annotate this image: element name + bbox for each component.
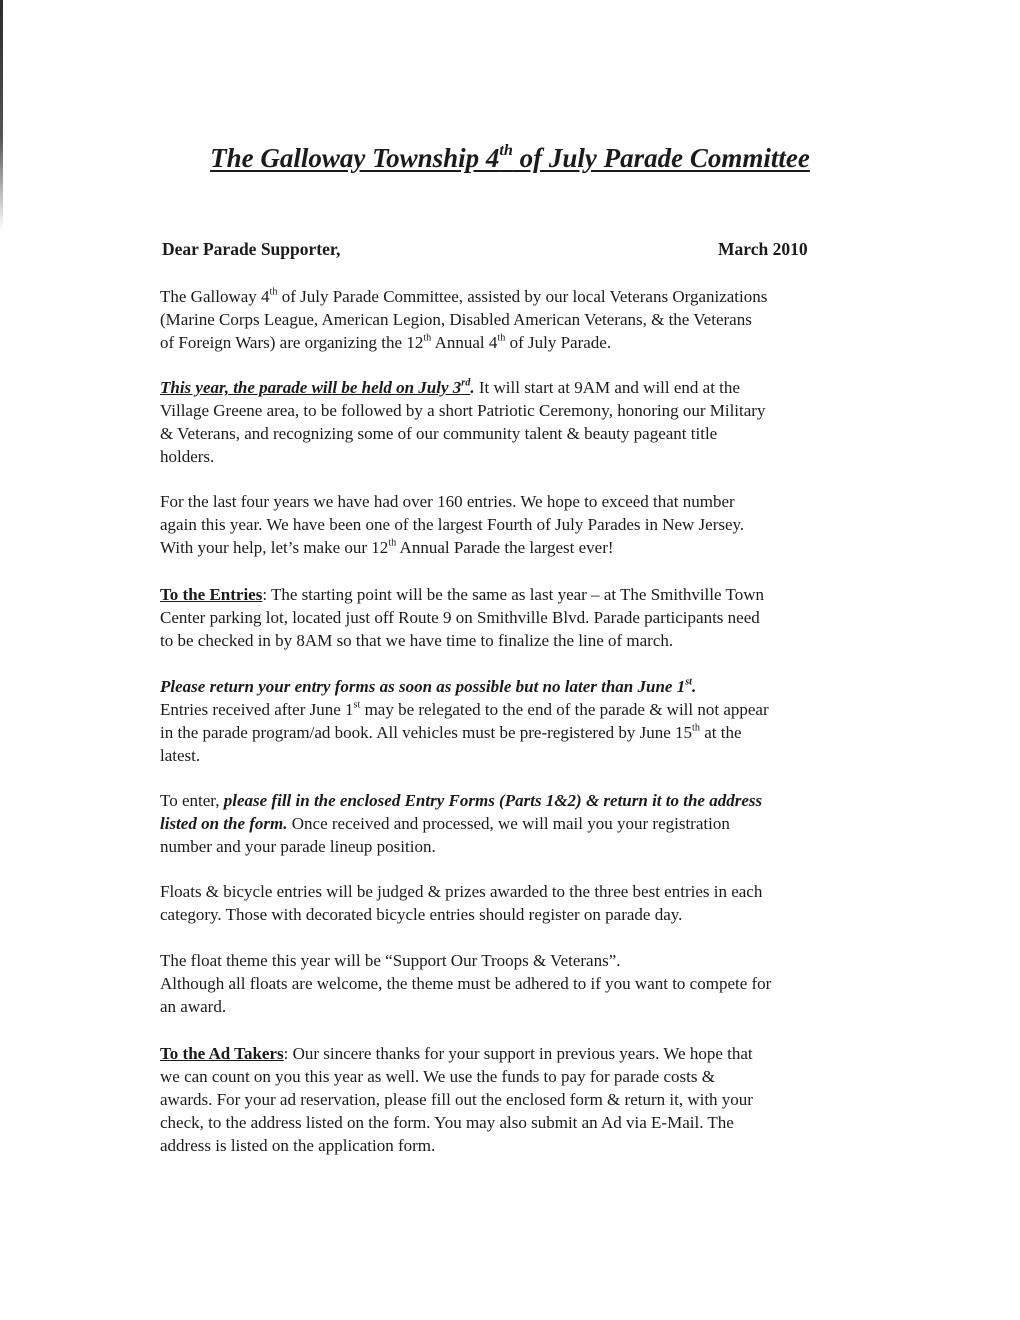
to-the-entries-heading: To the Entries xyxy=(160,585,263,604)
ad-takers-line-2: we can count on you this year as well. We use the funds to pay for parade costs & xyxy=(160,1067,715,1086)
parade-date-emphasis: This year, the parade will be held on July 3rd xyxy=(160,377,471,397)
paragraph-how-to-enter xyxy=(160,789,880,858)
title-text-end: of July Parade Committee xyxy=(512,143,810,173)
paragraph-float-theme xyxy=(160,949,880,1018)
ad-takers-line-1: To the Ad Takers: Our sincere thanks for your support in previous years. We hope that xyxy=(160,1044,753,1063)
paragraph-to-the-entries xyxy=(160,583,880,652)
paragraph-ad-takers xyxy=(160,1042,880,1157)
title-superscript: th xyxy=(499,140,513,159)
paragraph-parade-date xyxy=(160,376,880,468)
float-theme-line-1: The float theme this year will be “Support Our Troops & Veterans”. xyxy=(160,951,621,970)
to-entries-line-3: to be checked in by 8AM so that we have time to finalize the line of march. xyxy=(160,631,674,650)
ad-takers-line-4: check, to the address listed on the form. You may also submit an Ad via E-Mail. The xyxy=(160,1113,734,1132)
entries-count-line-2: again this year. We have been one of the largest Fourth of July Parades in New Jersey. xyxy=(160,515,745,534)
parade-date-line-2: Village Greene area, to be followed by a short Patriotic Ceremony, honoring our Military xyxy=(160,401,766,420)
how-to-enter-line-1: To enter, please fill in the enclosed Entry Forms (Parts 1&2) & return it to the address xyxy=(160,791,763,810)
to-entries-line-2: Center parking lot, located just off Route 9 on Smithville Blvd. Parade participants need xyxy=(160,608,760,627)
paragraph-deadline xyxy=(160,675,880,767)
ad-takers-line-5: address is listed on the application form. xyxy=(160,1136,436,1155)
float-theme-line-2: Although all floats are welcome, the theme must be adhered to if you want to compete for xyxy=(160,974,772,993)
parade-date-line-1: This year, the parade will be held on July 3rd. It will start at 9AM and will end at the xyxy=(160,377,740,397)
intro-line-3: of Foreign Wars) are organizing the 12th Annual 4th of July Parade. xyxy=(160,332,612,352)
how-to-enter-line-3: number and your parade lineup position. xyxy=(160,837,436,856)
paragraph-intro xyxy=(160,285,880,354)
page-title xyxy=(0,140,1020,174)
letter-date: March 2010 xyxy=(718,239,808,259)
intro-line-1: The Galloway 4th of July Parade Committee, assisted by our local Veterans Organizations xyxy=(160,286,768,306)
entries-count-line-3: With your help, let’s make our 12th Annual Parade the largest ever! xyxy=(160,537,614,557)
intro-line-2: (Marine Corps League, American Legion, Disabled American Veterans, & the Veterans xyxy=(160,310,752,329)
parade-date-line-3: & Veterans, and recognizing some of our community talent & beauty pageant title xyxy=(160,424,718,443)
deadline-heading: Please return your entry forms as soon as possible but no later than June 1st. xyxy=(160,676,697,696)
title-text-start: The Galloway Township 4 xyxy=(210,143,500,173)
deadline-line-4: latest. xyxy=(160,746,201,765)
entries-count-line-1: For the last four years we have had over 160 entries. We hope to exceed that number xyxy=(160,492,735,511)
judging-line-1: Floats & bicycle entries will be judged & prizes awarded to the three best entries in each xyxy=(160,882,763,901)
to-the-ad-takers-heading: To the Ad Takers xyxy=(160,1044,284,1063)
salutation: Dear Parade Supporter, xyxy=(162,239,341,259)
judging-line-2: category. Those with decorated bicycle entries should register on parade day. xyxy=(160,905,683,924)
scan-edge-mark xyxy=(0,0,3,230)
deadline-line-3: in the parade program/ad book. All vehicles must be pre-registered by June 15th at the xyxy=(160,722,742,742)
how-to-enter-line-2: listed on the form. Once received and processed, we will mail you your registration xyxy=(160,814,730,833)
paragraph-judging xyxy=(160,880,880,926)
paragraph-entries-count xyxy=(160,490,880,559)
float-theme-line-3: an award. xyxy=(160,997,227,1016)
ad-takers-line-3: awards. For your ad reservation, please fill out the enclosed form & return it, with your xyxy=(160,1090,753,1109)
deadline-line-2: Entries received after June 1st may be relegated to the end of the parade & will not appear xyxy=(160,699,769,719)
to-entries-line-1: To the Entries: The starting point will be the same as last year – at The Smithville Town xyxy=(160,585,764,604)
parade-date-line-4: holders. xyxy=(160,447,215,466)
